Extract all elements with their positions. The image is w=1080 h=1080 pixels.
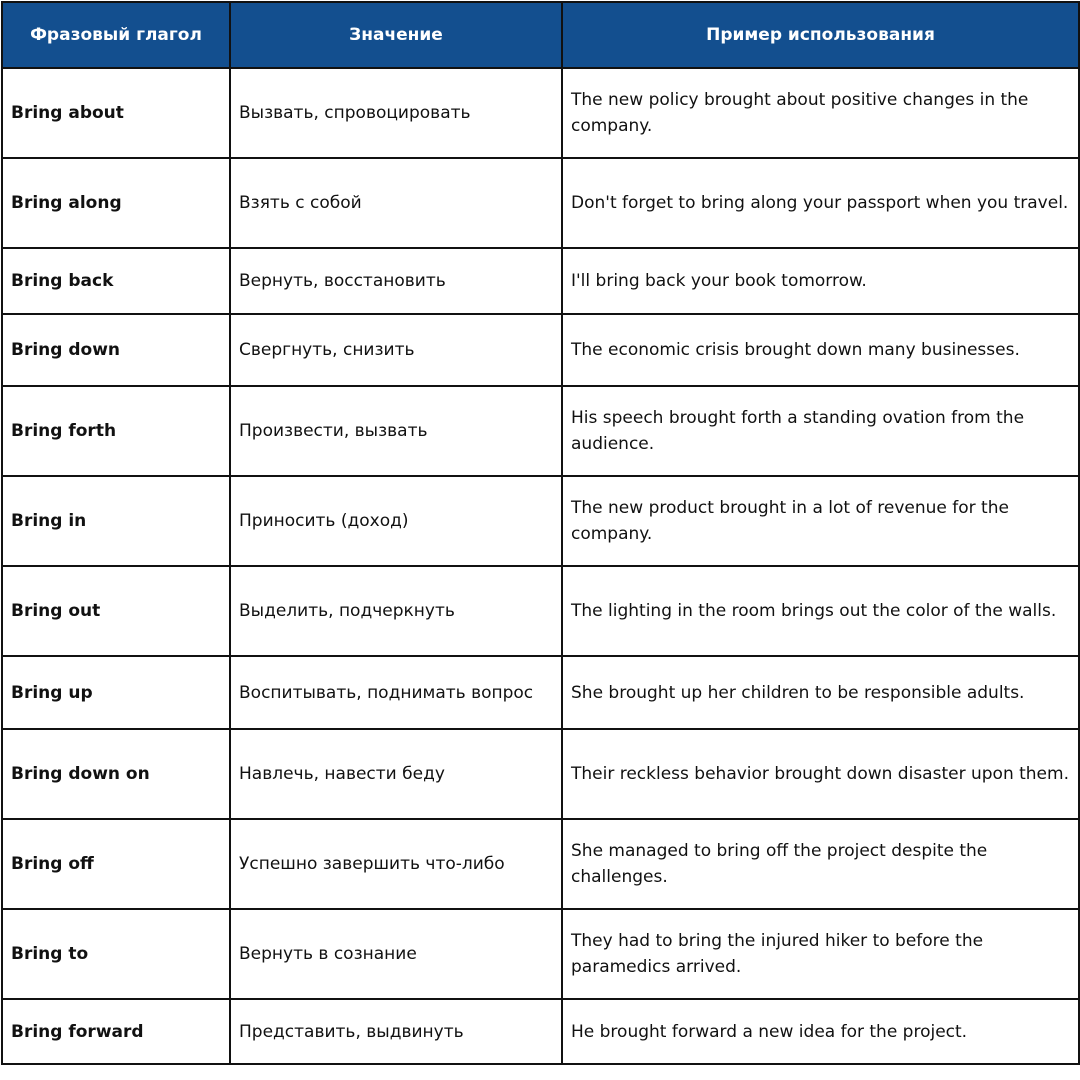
example-cell: She brought up her children to be responsible adults. [562,656,1079,729]
header-meaning: Значение [230,2,562,68]
verb-cell: Bring to [2,909,230,999]
table-row [2,999,1079,1064]
example-cell: He brought forward a new idea for the project. [562,999,1079,1064]
verb-cell: Bring off [2,819,230,909]
header-verb: Фразовый глагол [2,2,230,68]
table-row [2,314,1079,386]
meaning-cell: Навлечь, навести беду [230,729,562,819]
example-cell: The new product brought in a lot of revenue for the company. [562,476,1079,566]
table-row [2,909,1079,999]
table-row [2,68,1079,158]
meaning-cell: Приносить (доход) [230,476,562,566]
table-row [2,656,1079,729]
header-row [2,2,1079,68]
example-cell: I'll bring back your book tomorrow. [562,248,1079,314]
table-row [2,566,1079,656]
example-cell: She managed to bring off the project despite the challenges. [562,819,1079,909]
verb-cell: Bring down on [2,729,230,819]
verb-cell: Bring along [2,158,230,248]
example-cell: The new policy brought about positive changes in the company. [562,68,1079,158]
table-row [2,476,1079,566]
example-cell: The economic crisis brought down many businesses. [562,314,1079,386]
example-cell: The lighting in the room brings out the color of the walls. [562,566,1079,656]
verb-cell: Bring forward [2,999,230,1064]
table-row [2,386,1079,476]
table-row [2,158,1079,248]
verb-cell: Bring out [2,566,230,656]
meaning-cell: Вызвать, спровоцировать [230,68,562,158]
verb-cell: Bring in [2,476,230,566]
phrasal-verbs-table [1,1,1080,1065]
meaning-cell: Воспитывать, поднимать вопрос [230,656,562,729]
verb-cell: Bring up [2,656,230,729]
meaning-cell: Взять с собой [230,158,562,248]
verb-cell: Bring about [2,68,230,158]
example-cell: Don't forget to bring along your passport when you travel. [562,158,1079,248]
meaning-cell: Успешно завершить что-либо [230,819,562,909]
table-row [2,248,1079,314]
table-row [2,729,1079,819]
example-cell: Their reckless behavior brought down disaster upon them. [562,729,1079,819]
meaning-cell: Представить, выдвинуть [230,999,562,1064]
meaning-cell: Свергнуть, снизить [230,314,562,386]
example-cell: His speech brought forth a standing ovation from the audience. [562,386,1079,476]
table-row [2,819,1079,909]
verb-cell: Bring forth [2,386,230,476]
meaning-cell: Выделить, подчеркнуть [230,566,562,656]
meaning-cell: Вернуть, восстановить [230,248,562,314]
meaning-cell: Вернуть в сознание [230,909,562,999]
verb-cell: Bring down [2,314,230,386]
header-example: Пример использования [562,2,1079,68]
meaning-cell: Произвести, вызвать [230,386,562,476]
verb-cell: Bring back [2,248,230,314]
example-cell: They had to bring the injured hiker to before the paramedics arrived. [562,909,1079,999]
